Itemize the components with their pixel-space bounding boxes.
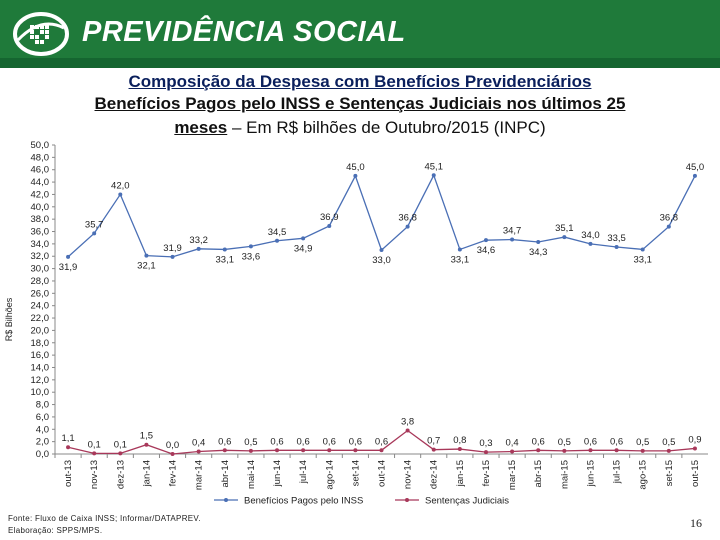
data-label: 34,6: [476, 245, 496, 257]
y-tick-label: 18,0: [30, 337, 49, 349]
data-label: 45,0: [685, 161, 705, 173]
data-point: [353, 174, 357, 178]
y-tick-label: 10,0: [30, 387, 49, 399]
x-tick-label: mai-15: [559, 460, 571, 490]
data-label: 0,6: [609, 436, 624, 448]
data-label: 45,1: [424, 161, 443, 173]
data-point: [92, 231, 96, 235]
x-tick-label: dez-13: [115, 460, 127, 490]
x-tick-label: fev-14: [167, 460, 179, 487]
x-tick-label: mar-15: [507, 460, 519, 491]
x-tick-label: set-15: [663, 460, 675, 487]
data-label: 33,0: [372, 255, 391, 267]
x-tick-label: out-13: [63, 460, 75, 487]
data-label: 33,1: [450, 254, 470, 266]
data-point: [353, 448, 357, 452]
x-tick-label: ago-14: [324, 460, 336, 490]
y-tick-label: 40,0: [30, 201, 49, 213]
data-label: 0,8: [453, 435, 467, 447]
chart-title-line2: Benefícios Pagos pelo INSS e Sentenças Judiciais nos últimos 25: [94, 94, 626, 113]
data-label: 36,9: [320, 211, 339, 223]
x-tick-label: fev-15: [480, 459, 492, 487]
data-label: 0,6: [374, 436, 389, 448]
x-tick-label: jun-14: [272, 460, 284, 487]
data-point: [66, 255, 70, 259]
data-point: [66, 445, 70, 449]
data-point: [588, 242, 592, 246]
data-point: [536, 448, 540, 452]
data-label: 0,5: [636, 436, 650, 448]
chart-title-line3-bold: meses: [174, 118, 228, 137]
data-label: 31,9: [58, 261, 78, 273]
data-point: [588, 448, 592, 452]
data-label: 32,1: [137, 260, 156, 272]
data-label: 0,6: [218, 436, 232, 448]
data-point: [144, 254, 148, 258]
data-label: 0,6: [296, 436, 310, 448]
data-label: 0,6: [270, 436, 284, 448]
data-label: 42,0: [111, 180, 130, 192]
x-tick-label: jul-15: [611, 460, 623, 484]
data-point: [432, 448, 436, 452]
data-label: 0,5: [557, 436, 571, 448]
data-point: [667, 225, 671, 229]
data-label: 33,6: [241, 251, 261, 263]
data-point: [249, 244, 253, 248]
data-label: 3,8: [401, 416, 415, 428]
data-point: [223, 247, 227, 251]
y-tick-label: 50,0: [30, 140, 49, 151]
data-point: [144, 443, 148, 447]
data-label: 33,1: [215, 254, 235, 266]
data-point: [92, 451, 96, 455]
data-label: 33,2: [189, 234, 208, 246]
y-tick-label: 2,0: [35, 436, 49, 448]
data-label: 1,5: [139, 430, 154, 442]
y-tick-label: 24,0: [30, 300, 49, 312]
page-number: 16: [690, 516, 702, 530]
legend-marker: [224, 498, 228, 502]
legend-label: Sentenças Judiciais: [425, 495, 509, 507]
legend-label: Benefícios Pagos pelo INSS: [244, 495, 364, 507]
y-tick-label: 22,0: [30, 313, 49, 325]
data-label: 33,5: [607, 232, 626, 244]
data-point: [615, 245, 619, 249]
x-tick-label: jun-15: [585, 460, 597, 487]
brand-name: PREVIDÊNCIA SOCIAL: [82, 16, 406, 48]
x-tick-label: abr-14: [219, 460, 231, 488]
y-tick-label: 46,0: [30, 164, 49, 176]
data-point: [693, 174, 697, 178]
y-tick-label: 0,0: [35, 449, 49, 460]
y-tick-label: 48,0: [30, 152, 49, 164]
x-tick-label: jan-15: [454, 460, 466, 487]
data-label: 0,4: [505, 437, 519, 449]
data-point: [458, 247, 462, 251]
data-point: [380, 248, 384, 252]
y-axis-title: R$ Bilhões: [4, 297, 14, 342]
data-label: 0,1: [87, 439, 101, 451]
y-tick-label: 8,0: [35, 399, 49, 411]
data-label: 0,6: [531, 436, 545, 448]
y-tick-label: 16,0: [30, 350, 49, 362]
data-point: [693, 446, 697, 450]
data-label: 34,3: [528, 247, 548, 259]
data-point: [380, 448, 384, 452]
y-tick-label: 28,0: [30, 275, 49, 287]
x-tick-label: mai-14: [245, 460, 257, 490]
y-tick-label: 36,0: [30, 226, 49, 238]
data-label: 34,0: [581, 229, 600, 241]
data-label: 31,9: [163, 242, 182, 254]
y-tick-label: 4,0: [35, 424, 49, 436]
data-label: 36,8: [398, 212, 417, 224]
x-tick-label: set-14: [350, 460, 362, 487]
data-point: [510, 450, 514, 454]
x-tick-label: out-15: [689, 460, 701, 487]
data-point: [171, 452, 175, 456]
data-point: [301, 448, 305, 452]
x-tick-label: mar-14: [193, 460, 205, 491]
data-point: [327, 448, 331, 452]
data-point: [432, 173, 436, 177]
data-point: [562, 235, 566, 239]
data-label: 0,6: [322, 436, 336, 448]
x-tick-label: dez-14: [428, 460, 440, 490]
data-point: [484, 450, 488, 454]
y-tick-label: 6,0: [35, 411, 49, 423]
x-tick-label: jul-14: [298, 460, 310, 484]
x-tick-label: nov-13: [89, 460, 101, 490]
y-tick-label: 38,0: [30, 214, 49, 226]
data-point: [171, 255, 175, 259]
data-label: 34,5: [267, 226, 287, 238]
data-point: [406, 225, 410, 229]
data-label: 33,1: [633, 254, 652, 266]
data-label: 0,7: [427, 435, 441, 447]
data-point: [118, 192, 122, 196]
series-line-1: [68, 175, 695, 257]
data-point: [327, 224, 331, 228]
source-note: Fonte: Fluxo de Caixa INSS; Informar/DATAPREV.: [8, 514, 201, 523]
data-point: [562, 449, 566, 453]
data-label: 35,1: [555, 223, 574, 235]
x-tick-label: nov-14: [402, 460, 414, 490]
x-tick-label: jan-14: [141, 460, 153, 487]
y-tick-label: 20,0: [30, 325, 49, 337]
y-tick-label: 32,0: [30, 251, 49, 263]
x-tick-label: ago-15: [637, 460, 649, 490]
data-label: 0,4: [192, 437, 206, 449]
data-point: [406, 429, 410, 433]
y-tick-label: 14,0: [30, 362, 49, 374]
data-label: 34,7: [502, 225, 522, 237]
data-label: 45,0: [346, 161, 365, 173]
data-point: [223, 448, 227, 452]
y-tick-label: 42,0: [30, 189, 49, 201]
data-label: 0,6: [583, 436, 598, 448]
y-tick-label: 30,0: [30, 263, 49, 275]
data-point: [197, 450, 201, 454]
y-tick-label: 44,0: [30, 177, 49, 189]
data-label: 0,5: [662, 436, 676, 448]
chart-title-line1: Composição da Despesa com Benefícios Previdenciários: [128, 72, 592, 91]
data-point: [510, 238, 514, 242]
data-label: 36,8: [659, 212, 679, 224]
data-point: [275, 239, 279, 243]
data-label: 35,7: [84, 219, 104, 231]
data-label: 0,3: [479, 438, 493, 450]
data-point: [249, 449, 253, 453]
y-tick-label: 12,0: [30, 374, 49, 386]
data-point: [118, 451, 122, 455]
data-label: 0,9: [688, 434, 702, 446]
data-point: [615, 448, 619, 452]
data-point: [458, 447, 462, 451]
data-point: [641, 449, 645, 453]
data-label: 1,1: [61, 433, 75, 445]
prepared-note: Elaboração: SPPS/MPS.: [8, 526, 103, 535]
data-point: [536, 240, 540, 244]
x-tick-label: abr-15: [533, 460, 545, 488]
data-point: [301, 236, 305, 240]
y-tick-label: 34,0: [30, 238, 49, 250]
data-label: 0,6: [348, 436, 362, 448]
data-label: 0,5: [244, 436, 258, 448]
legend-marker: [405, 498, 409, 502]
data-point: [275, 448, 279, 452]
data-label: 0,0: [165, 440, 180, 451]
data-point: [484, 238, 488, 242]
y-tick-label: 26,0: [30, 288, 49, 300]
data-point: [667, 449, 671, 453]
data-label: 0,1: [113, 439, 127, 451]
x-tick-label: out-14: [376, 460, 388, 487]
data-label: 34,9: [293, 243, 313, 255]
data-point: [197, 247, 201, 251]
data-point: [641, 247, 645, 251]
chart-title-line3-rest: – Em R$ bilhões de Outubro/2015 (INPC): [227, 118, 546, 137]
